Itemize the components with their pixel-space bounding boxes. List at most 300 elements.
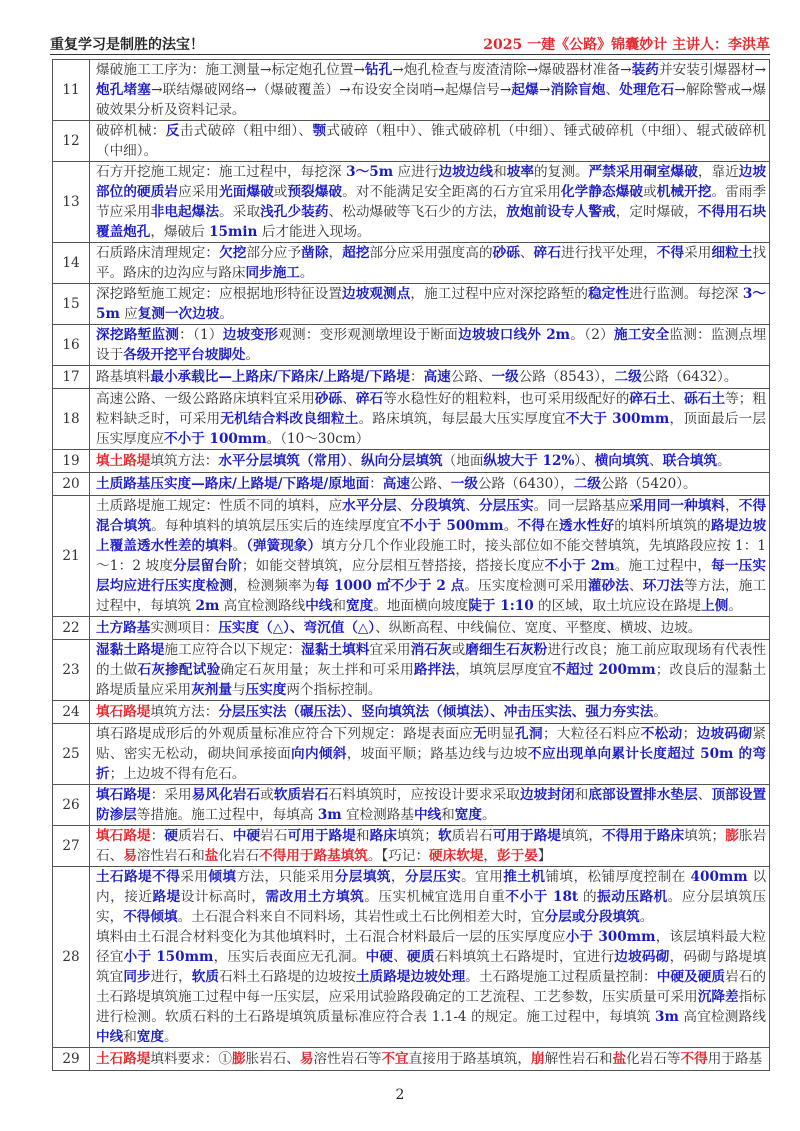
body-text: 填筑方法： — [150, 453, 219, 469]
row-content — [90, 162, 770, 243]
body-text: 高宜检测路线 — [219, 598, 306, 614]
body-text: 解性岩石和 — [544, 1051, 613, 1067]
body-text: 等水稳性好的粗粒料，也可采用级配好的 — [383, 391, 630, 407]
highlight-blue-text: 不小于 18t — [505, 889, 579, 905]
row-number: 15 — [53, 284, 90, 325]
highlight-blue-text: 不得 — [656, 245, 685, 261]
highlight-blue-text: 湿黏土路堤 — [96, 642, 165, 658]
highlight-blue-text: 凿除 — [301, 245, 329, 261]
body-text: 胀岩石、 — [245, 1051, 300, 1067]
body-text: 和 — [574, 787, 589, 803]
body-text: 和 — [441, 807, 455, 823]
body-text: 破碎机械： — [96, 123, 166, 139]
paragraph — [96, 367, 766, 387]
body-text: 公路、 — [450, 369, 492, 385]
highlight-blue-text: 磨细生石灰粉 — [465, 642, 548, 658]
highlight-blue-text: 边坡码砌 — [696, 726, 753, 742]
row-number: 16 — [53, 325, 90, 366]
body-text: 、 — [396, 498, 411, 514]
table-row — [53, 496, 770, 617]
body-text: 。宜用 — [461, 869, 504, 885]
body-text: 。同一层路基应 — [533, 498, 630, 514]
body-text: 等方法，施工过程中，每填筑 — [96, 578, 767, 614]
body-text: 、 — [347, 453, 362, 469]
highlight-blue-text: 横向填筑 — [594, 453, 650, 469]
highlight-red-text: 土石路堤 — [96, 1051, 151, 1067]
body-text: ，定时爆破， — [615, 204, 698, 220]
body-text: → — [538, 82, 551, 98]
highlight-blue-text: 施工安全 — [613, 327, 670, 343]
body-text: ；如能交替填筑，应分层相互替搭接，搭接长度应 — [241, 558, 545, 574]
body-text: 式破碎（粗中）、锥式破碎机（中细）、锤式破碎机（中细）、辊式破碎机（中细）。 — [96, 123, 767, 159]
body-text: 质岩石、 — [178, 828, 233, 844]
body-text: ；改良后的湿黏土路堤质量应采用 — [96, 662, 767, 698]
body-text: 填筑， — [561, 828, 603, 844]
highlight-blue-text: 反 — [165, 123, 180, 139]
body-text: 观测：变形观测墩埋设于断面 — [278, 327, 459, 343]
table-row — [53, 473, 770, 496]
table-row — [53, 640, 770, 701]
row-number: 25 — [53, 724, 90, 785]
table-row — [53, 826, 770, 867]
body-text: ，填筑层厚度宜 — [455, 662, 553, 678]
row-content — [90, 724, 770, 785]
highlight-blue-text: 宽度 — [454, 807, 482, 823]
body-text: 的 — [578, 889, 598, 905]
highlight-blue-text: 边坡坡口线外 2m — [458, 327, 571, 343]
body-text: 的复测。 — [534, 164, 589, 180]
body-text: 岩石的土石路堤填筑施工过程中每一压实层，应采用试验路段确定的工艺流程、工艺参数，压实质量可采用 — [96, 969, 767, 1005]
highlight-blue-text: 不得倾填 — [123, 909, 178, 925]
body-text: 、 — [670, 391, 685, 407]
highlight-blue-text: 水平分层 — [342, 498, 397, 514]
table-row — [53, 243, 770, 284]
body-text: 。【巧记： — [367, 848, 430, 864]
paragraph — [96, 1049, 766, 1069]
paragraph — [96, 496, 766, 616]
highlight-blue-text: 碎石 — [355, 391, 384, 407]
highlight-blue-text: 压实度 — [245, 682, 287, 698]
body-text: 等措施。施工过程中，每填高 — [136, 807, 318, 823]
body-text: ，坡面平顺；路基边线与边坡 — [346, 746, 528, 762]
body-text: ，检测频率为 — [233, 578, 316, 594]
body-text: 公路、 — [409, 476, 451, 492]
body-text: 岩石 — [260, 828, 288, 844]
paragraph — [96, 640, 766, 700]
body-text: ： — [409, 369, 424, 385]
highlight-blue-text: 硬质 — [407, 949, 435, 965]
body-text: 深挖路堑施工规定：应根据地形特征设置 — [96, 286, 343, 302]
body-text: 、纵断高程、中线偏位、宽度、平整度、横坡、边坡。 — [375, 620, 702, 636]
body-text: 在 — [545, 518, 560, 534]
body-text: 等；粗粒料缺乏时，可采用 — [96, 391, 767, 427]
knowledge-points-table — [52, 59, 770, 1071]
table-row — [53, 121, 770, 162]
row-number: 17 — [53, 366, 90, 389]
body-text: 。 — [653, 704, 667, 720]
highlight-blue-text: 宽度 — [136, 1029, 164, 1045]
body-text: 高速公路、一级公路路床填料宜采用 — [96, 391, 315, 407]
row-content — [90, 1048, 770, 1071]
body-text: 设计标高时， — [180, 889, 266, 905]
row-number: 24 — [53, 701, 90, 724]
body-text: 。压实度检测可采用 — [464, 578, 588, 594]
body-text: 。 — [639, 909, 654, 925]
highlight-blue-text: 砂砾 — [492, 245, 520, 261]
highlight-blue-text: 边坡封闭 — [519, 787, 575, 803]
highlight-blue-text: 中硬 — [365, 949, 394, 965]
body-text: 宜检测路基 — [341, 807, 414, 823]
highlight-blue-text: 向内倾斜 — [291, 746, 347, 762]
body-text: 进行， — [150, 969, 192, 985]
highlight-blue-text: 不大于 300mm — [565, 411, 670, 427]
highlight-blue-text: 分段填筑 — [410, 498, 466, 514]
row-number: 23 — [53, 640, 90, 701]
highlight-blue-text: 软 — [437, 828, 452, 844]
body-text: 施工应符合以下规定： — [164, 642, 302, 658]
body-text: 溶性岩石和 — [136, 848, 205, 864]
row-number: 11 — [53, 60, 90, 121]
highlight-blue-text: 坡率 — [506, 164, 535, 180]
body-text: 监测：监测点埋设于 — [96, 327, 767, 363]
highlight-red-text: 硬床软堤 — [429, 848, 484, 864]
highlight-blue-text: 消除盲炮 — [550, 82, 606, 98]
highlight-blue-text: 路堤边坡上覆盖透水性差的填料 — [96, 518, 767, 554]
highlight-blue-text: 起爆 — [511, 82, 539, 98]
highlight-blue-text: 无机结合料改良细粒土 — [220, 411, 359, 427]
highlight-blue-text: 每 1000 ㎡不少于 2 点 — [315, 578, 465, 594]
highlight-blue-text: 边坡边线 — [438, 164, 494, 180]
highlight-blue-text: 光面爆破 — [219, 184, 274, 200]
paragraph — [96, 60, 766, 120]
highlight-blue-text: 化学静态爆破 — [561, 184, 644, 200]
body-text: 以内，接近 — [96, 869, 767, 905]
highlight-blue-text: 不应出现单向累计长度超过 50m 的弯折 — [96, 746, 767, 782]
body-text: 进行监测。每挖深 — [629, 286, 743, 302]
body-text: 。（10～30cm） — [266, 431, 370, 447]
highlight-blue-text: 碎石 — [533, 245, 562, 261]
highlight-blue-text: 软质岩石 — [273, 787, 329, 803]
body-text: 和 — [355, 828, 370, 844]
body-text: 石料土石路堤的边坡按 — [219, 969, 356, 985]
body-text: 填料由土石混合材料变化为其他填料时，土石混合材料最后一层的压实厚度应 — [96, 929, 566, 945]
body-text: ；上边坡不得有危石。 — [109, 766, 246, 782]
body-text: 后才能进入现场。 — [257, 224, 371, 240]
body-text: 部分应予 — [246, 245, 302, 261]
row-content — [90, 121, 770, 162]
row-content — [90, 243, 770, 284]
row-content — [90, 826, 770, 867]
highlight-blue-text: 同步 — [123, 969, 151, 985]
body-text: 或 — [451, 642, 466, 658]
body-text: 。 — [728, 598, 742, 614]
row-number: 19 — [53, 450, 90, 473]
row-number: 12 — [53, 121, 90, 162]
highlight-red-text: 易 — [123, 848, 137, 864]
highlight-blue-text: 边坡部位的硬质岩 — [96, 164, 767, 200]
highlight-blue-text: 超挖 — [342, 245, 370, 261]
highlight-blue-text: 非电起爆法 — [150, 204, 220, 220]
highlight-blue-text: 分层压实法（碾压法）、竖向填筑法（倾填法）、冲击压实法、强力夯实法 — [218, 704, 654, 720]
body-text: 石方开挖施工规定：施工过程中，每挖深 — [96, 164, 347, 180]
body-text: ； — [682, 726, 697, 742]
body-text: ： — [150, 828, 165, 844]
body-text: 。雷雨季节应采用 — [96, 184, 767, 220]
table-row — [53, 450, 770, 473]
highlight-blue-text: 底部设置排水垫层 — [588, 787, 698, 803]
body-text: ，爆破后 — [150, 224, 210, 240]
highlight-blue-text: 陡于 1:10 — [468, 598, 534, 614]
body-text: 化岩石 — [218, 848, 260, 864]
body-text: 紧贴、密实无松动，砌块间承接面 — [96, 726, 767, 762]
highlight-red-text: 不得 — [680, 1051, 708, 1067]
row-content — [90, 617, 770, 640]
table-row — [53, 1048, 770, 1071]
row-content — [90, 366, 770, 389]
highlight-blue-text: 边坡码砌 — [614, 949, 670, 965]
body-text: 确定石灰用量；灰土拌和可采用 — [220, 662, 414, 678]
body-text: 或 — [260, 787, 274, 803]
highlight-blue-text: 不得用于路床 — [602, 828, 685, 844]
paragraph — [96, 474, 766, 494]
highlight-blue-text: 高速 — [423, 369, 451, 385]
highlight-blue-text: 上侧 — [701, 598, 729, 614]
highlight-blue-text: 同步施工 — [245, 265, 300, 281]
page-number: 2 — [395, 1087, 405, 1103]
body-text: 。 — [299, 265, 314, 281]
body-text: 填筑； — [684, 828, 726, 844]
highlight-red-text: 填土路堤 — [96, 453, 151, 469]
row-number: 21 — [53, 496, 90, 617]
highlight-blue-text: 灌砂法 — [587, 578, 630, 594]
highlight-blue-text: 可用于路堤 — [492, 828, 562, 844]
body-text: ）、 — [574, 453, 595, 469]
highlight-red-text: 填石路堤 — [96, 704, 151, 720]
row-content — [90, 785, 770, 826]
body-text: 应进行 — [393, 164, 439, 180]
highlight-blue-text: 二级 — [573, 476, 601, 492]
row-number: 18 — [53, 389, 90, 450]
body-text: 进行改良；施工前应取现场有代表性的土做 — [96, 642, 767, 678]
paragraph — [96, 826, 766, 866]
body-text: 质岩石 — [451, 828, 493, 844]
body-text: 】 — [537, 848, 552, 864]
body-text: 、松动爆破等飞石少的方法， — [328, 204, 507, 220]
body-text: 石质路床清理规定： — [96, 245, 220, 261]
body-text: ， — [328, 245, 343, 261]
page-header — [50, 34, 770, 55]
highlight-blue-text: 软质 — [191, 969, 220, 985]
highlight-blue-text: 一级 — [450, 476, 478, 492]
body-text: 应采用 — [178, 184, 220, 200]
highlight-blue-text: 3m — [655, 1009, 679, 1025]
body-text: 。 — [717, 453, 731, 469]
row-content — [90, 389, 770, 450]
paragraph — [96, 702, 766, 722]
highlight-blue-text: 2m — [195, 598, 220, 614]
highlight-red-text: 易 — [299, 1051, 314, 1067]
row-number: 22 — [53, 617, 90, 640]
paragraph — [96, 162, 766, 242]
body-text: 。路床填筑，每层最大压实厚度宜 — [358, 411, 566, 427]
paragraph — [96, 724, 766, 784]
body-text: 方法，只能采用 — [236, 869, 335, 885]
row-content — [90, 701, 770, 724]
row-content — [90, 284, 770, 325]
body-text: 的区域，取土坑应设在路堤 — [533, 598, 702, 614]
highlight-blue-text: 中线 — [413, 807, 442, 823]
table-row — [53, 724, 770, 785]
body-text: 击式破碎（粗中细）、 — [179, 123, 313, 139]
body-text: 实测项目： — [150, 620, 219, 636]
table-row — [53, 701, 770, 724]
row-number: 14 — [53, 243, 90, 284]
body-text: 土质路堤施工规定：性质不同的填料，应 — [96, 498, 343, 514]
highlight-blue-text: 路拌法 — [413, 662, 456, 678]
body-text: 采用 — [684, 245, 712, 261]
body-text: 。施工过程中， — [614, 558, 712, 574]
highlight-blue-text: 二级 — [614, 369, 642, 385]
highlight-blue-text: 环刀法 — [642, 578, 684, 594]
row-content — [90, 496, 770, 617]
body-text: →炮孔检查与废渣清除→爆破器材准备→ — [392, 62, 632, 78]
row-content — [90, 867, 770, 1048]
highlight-blue-text: 土质路堤边坡处理 — [355, 969, 466, 985]
highlight-blue-text: 孔洞 — [515, 726, 543, 742]
paragraph — [96, 389, 766, 449]
row-number: 29 — [53, 1048, 90, 1071]
highlight-blue-text: 需改用土方填筑 — [265, 889, 365, 905]
highlight-blue-text: 易风化岩石 — [191, 787, 261, 803]
body-text: ： — [369, 476, 383, 492]
highlight-blue-text: 400mm — [690, 869, 748, 885]
body-text: 公路（6432）。 — [641, 369, 738, 385]
highlight-blue-text: 不小于 500mm — [399, 518, 504, 534]
highlight-blue-text: 石灰掺配试验 — [137, 662, 221, 678]
body-text: 并安装引爆器材→ — [658, 62, 767, 78]
body-text: 。 — [219, 306, 233, 322]
body-text: ，施工过程中应对深挖路堑的 — [410, 286, 589, 302]
highlight-blue-text: 中线 — [305, 598, 333, 614]
highlight-blue-text: 边坡变形 — [222, 327, 279, 343]
paragraph — [96, 284, 766, 324]
table-row — [53, 325, 770, 366]
highlight-blue-text: 机械开挖 — [656, 184, 712, 200]
highlight-blue-text: 分层压实 — [478, 498, 534, 514]
highlight-blue-text: 3m — [317, 807, 342, 823]
highlight-blue-text: 中硬及硬质 — [656, 969, 726, 985]
row-content — [90, 60, 770, 121]
highlight-blue-text: 沉降差 — [697, 989, 739, 1005]
body-text: 公路（5420）。 — [600, 476, 697, 492]
highlight-red-text: 盐 — [612, 1051, 627, 1067]
highlight-blue-text: 小于 150mm — [123, 949, 214, 965]
paragraph — [96, 867, 766, 927]
highlight-blue-text: 处理危石 — [619, 82, 675, 98]
highlight-blue-text: 不小于 2m — [544, 558, 615, 574]
highlight-blue-text: 采用同一种填料 — [629, 498, 726, 514]
highlight-blue-text: 颚 — [312, 123, 327, 139]
body-text: →联结爆破网络→（爆破覆盖）→布设安全岗哨→起爆信号→ — [151, 82, 512, 98]
body-text: 溶性岩石等 — [313, 1051, 382, 1067]
highlight-blue-text: 钻孔 — [364, 62, 393, 78]
body-text: ：（1） — [179, 327, 223, 343]
row-number: 27 — [53, 826, 90, 867]
body-text: 。每种填料的填筑层压实后的连续厚度宜 — [151, 518, 400, 534]
body-text: 宜采用 — [369, 642, 411, 658]
body-text: 填石路堤成形后的外观质量标准应符合下列规定：路堤表面应 — [96, 726, 474, 742]
highlight-red-text: 彭于晏 — [497, 848, 538, 864]
highlight-blue-text: 3～5m — [346, 164, 394, 180]
body-text: 、 — [519, 245, 534, 261]
body-text: 、 — [342, 391, 356, 407]
highlight-blue-text: 纵坡大于 12% — [483, 453, 575, 469]
highlight-blue-text: 炮孔堵塞 — [96, 82, 152, 98]
row-number: 28 — [53, 867, 90, 1048]
body-text: 。土石路堤施工过程质量控制： — [465, 969, 657, 985]
body-text: 进行找平处理， — [561, 245, 657, 261]
highlight-blue-text: 不得 — [517, 518, 546, 534]
highlight-blue-text: 不松动 — [640, 726, 683, 742]
highlight-blue-text: 硬 — [164, 828, 179, 844]
highlight-blue-text: 倾填 — [208, 869, 237, 885]
body-text: （地面 — [442, 453, 484, 469]
body-text: 。采取 — [219, 204, 261, 220]
body-text: ，该层填料最大粒径宜 — [96, 929, 766, 965]
body-text: 采用 — [180, 869, 209, 885]
highlight-blue-text: 可用于路堤 — [287, 828, 356, 844]
highlight-blue-text: 一级 — [491, 369, 519, 385]
body-text: 的填料所填筑的 — [614, 518, 711, 534]
body-text: ， — [390, 869, 405, 885]
highlight-blue-text: 严禁采用硐室爆破 — [588, 164, 698, 180]
table-row — [53, 617, 770, 640]
highlight-blue-text: 无 — [473, 726, 488, 742]
table-row — [53, 284, 770, 325]
body-text: 石料填筑土石路堤时，宜进行 — [434, 949, 615, 965]
highlight-blue-text: 不得用石块覆盖炮孔 — [96, 204, 767, 240]
body-text: 应 — [119, 306, 138, 322]
highlight-blue-text: 高速 — [382, 476, 410, 492]
table-row — [53, 785, 770, 826]
paragraph — [96, 325, 766, 365]
row-content — [90, 640, 770, 701]
highlight-blue-text: 各级开挖平台坡脚处 — [123, 347, 246, 363]
body-text: 。土石混合料来自不同料场，其岩性或土石比例相差大时，宜 — [177, 909, 545, 925]
highlight-blue-text: 推土机 — [503, 869, 546, 885]
body-text: 、 — [393, 949, 408, 965]
highlight-blue-text: 放炮前设专人警戒 — [506, 204, 616, 220]
body-text: 部分应采用强度高的 — [369, 245, 493, 261]
highlight-red-text: 膨 — [231, 1051, 246, 1067]
body-text: ；大粒径石料应 — [542, 726, 641, 742]
table-row — [53, 60, 770, 121]
body-text: 和 — [123, 1029, 137, 1045]
paragraph — [96, 243, 766, 283]
highlight-blue-text: 复测一次边坡 — [137, 306, 220, 322]
body-text: 、 — [465, 498, 479, 514]
body-text: 爆破施工工序为：施工测量→标定炮孔位置→ — [96, 62, 365, 78]
body-text: ，靠近 — [697, 164, 739, 180]
body-text: 。 — [163, 1029, 178, 1045]
highlight-blue-text: 不小于 100mm — [163, 431, 267, 447]
highlight-blue-text: 细粒土 — [711, 245, 753, 261]
body-text: 或 — [643, 184, 657, 200]
body-text: 找平。路床的边沟应与路床 — [96, 245, 767, 281]
highlight-blue-text: 分层压实 — [404, 869, 462, 885]
body-text: 与 — [231, 682, 246, 698]
highlight-blue-text: 3～5m — [96, 286, 767, 322]
